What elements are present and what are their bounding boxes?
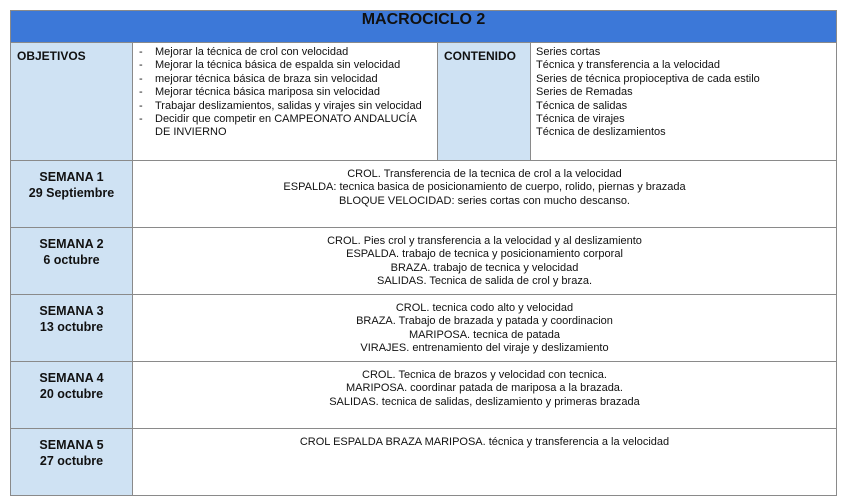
week-line: VIRAJES. entrenamiento del viraje y deslizamiento: [360, 342, 609, 355]
objetivos-cell: [133, 43, 438, 161]
week-row-1: [11, 161, 837, 228]
week-label-cell: [11, 161, 133, 228]
title-row: [11, 11, 837, 43]
week-line: SALIDAS. tecnica de salidas, deslizamiento y primeras brazada: [329, 395, 640, 408]
week-label-cell: [11, 295, 133, 362]
objetivos-label: OBJETIVOS: [17, 49, 86, 63]
week-row-4: [11, 362, 837, 429]
objetivo-item: - Mejorar la técnica básica de espalda sin velocidad: [139, 59, 433, 72]
contenido-item: Técnica de virajes: [536, 113, 625, 126]
week-line: MARIPOSA. tecnica de patada: [408, 328, 561, 341]
contenido-item: Series de Remadas: [536, 86, 633, 99]
week-line: BLOQUE VELOCIDAD: series cortas con mucho descanso.: [338, 194, 630, 207]
week-content-cell: [133, 362, 837, 429]
week-date: 13 octubre: [39, 320, 104, 334]
week-content-cell: [133, 429, 837, 496]
week-line: ESPALDA: tecnica basica de posicionamiento de cuerpo, rolido, piernas y brazada: [283, 181, 686, 194]
week-line: BRAZA. Trabajo de brazada y patada y coordinacion: [356, 315, 613, 328]
objetivo-item: - Trabajar deslizamientos, salidas y virajes sin velocidad: [139, 100, 433, 113]
week-line: ESPALDA. trabajo de tecnica y posicionamiento corporal: [346, 248, 623, 261]
objetivo-item: - Decidir que competir en CAMPEONATO ANDALUCÍA DE INVIERNO: [139, 113, 433, 140]
week-date: 29 Septiembre: [28, 186, 115, 200]
week-line: CROL. Pies crol y transferencia a la velocidad y al deslizamiento: [327, 235, 642, 247]
week-label-cell: [11, 429, 133, 496]
objetivo-item: - Mejorar la técnica de crol con velocidad: [139, 46, 433, 59]
week-line: BRAZA. trabajo de tecnica y velocidad: [390, 261, 579, 274]
week-name: SEMANA 4: [39, 371, 104, 385]
contenido-label: CONTENIDO: [444, 49, 516, 63]
week-line: CROL. Transferencia de la tecnica de crol a la velocidad: [347, 168, 622, 180]
objetivos-label-cell: [11, 43, 133, 161]
week-line: CROL. tecnica codo alto y velocidad: [395, 302, 574, 314]
week-row-5: [11, 429, 837, 496]
contenido-list: [531, 43, 836, 140]
week-date: 6 octubre: [43, 253, 100, 267]
week-line: MARIPOSA. coordinar patada de mariposa a la brazada.: [346, 382, 623, 395]
week-name: SEMANA 3: [39, 304, 104, 318]
week-name: SEMANA 1: [39, 170, 104, 184]
week-content-cell: [133, 161, 837, 228]
contenido-item: Series de técnica propioceptiva de cada estilo: [536, 72, 760, 85]
week-content-cell: [133, 295, 837, 362]
week-label-cell: [11, 362, 133, 429]
week-row-3: [11, 295, 837, 362]
week-date: 27 octubre: [39, 454, 104, 468]
week-name: SEMANA 2: [39, 237, 104, 251]
macrocycle-table: [10, 10, 837, 496]
week-line: SALIDAS. Tecnica de salida de crol y braza.: [376, 275, 593, 288]
week-label-cell: [11, 228, 133, 295]
contenido-item: Técnica y transferencia a la velocidad: [536, 59, 721, 72]
contenido-item: Técnica de salidas: [536, 99, 628, 112]
week-content-cell: [133, 228, 837, 295]
contenido-item: Series cortas: [536, 46, 601, 58]
objetivos-list: [133, 43, 437, 142]
contenido-item: Técnica de deslizamientos: [536, 126, 666, 139]
objetivo-item: - mejorar técnica básica de braza sin velocidad: [139, 73, 433, 86]
macrocycle-title: MACROCICLO 2: [11, 11, 837, 43]
contenido-label-cell: [438, 43, 531, 161]
week-line: CROL. Tecnica de brazos y velocidad con tecnica.: [362, 369, 607, 381]
objetivo-item: - Mejorar técnica básica mariposa sin velocidad: [139, 86, 433, 99]
week-row-2: [11, 228, 837, 295]
week-line: CROL ESPALDA BRAZA MARIPOSA. técnica y transferencia a la velocidad: [299, 436, 670, 448]
week-date: 20 octubre: [39, 387, 104, 401]
contenido-cell: [531, 43, 837, 161]
week-name: SEMANA 5: [39, 438, 104, 452]
objectives-row: [11, 43, 837, 161]
